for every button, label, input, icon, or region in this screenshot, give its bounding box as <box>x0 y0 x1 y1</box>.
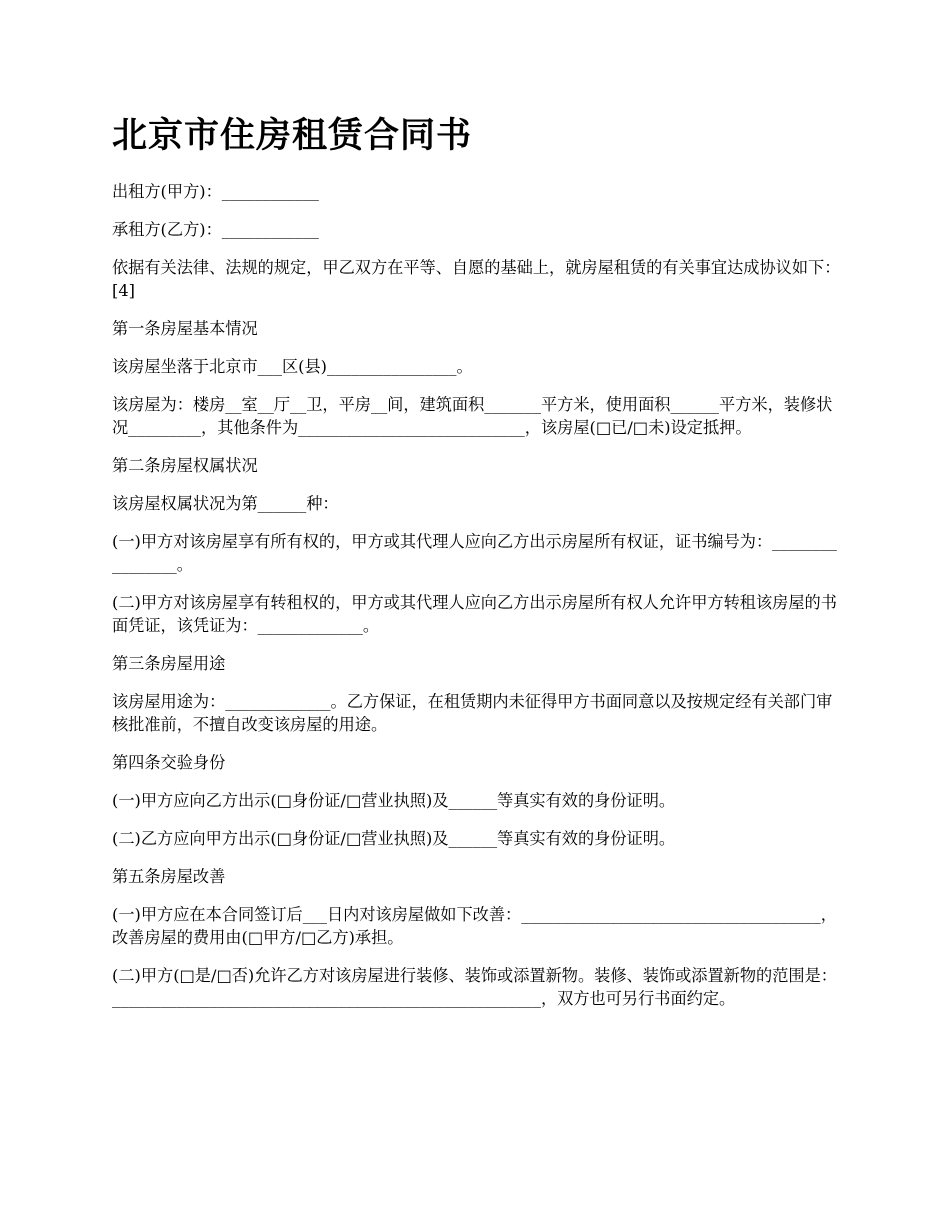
lessor-line: 出租方(甲方)：____________ <box>112 182 319 201</box>
lessee-line: 承租方(乙方)：____________ <box>112 220 319 239</box>
usage-paragraph: 该房屋用途为：_____________。乙方保证，在租赁期内未征得甲方书面同意以及按规定经有关部门审核批准前，不擅自改变该房屋的用途。 <box>112 692 833 734</box>
improvement-clause-2: (二)甲方(□是/□否)允许乙方对该房屋进行装修、装饰或添置新物。装修、装饰或添置新物的范围是：_____________________________________________________，双方也可另行书面约定。 <box>112 966 837 1008</box>
article-5-heading: 第五条房屋改善 <box>112 867 226 886</box>
article-3-heading: 第三条房屋用途 <box>112 654 226 673</box>
article-1-heading: 第一条房屋基本情况 <box>112 319 258 338</box>
ownership-clause-1: (一)甲方对该房屋享有所有权的，甲方或其代理人应向乙方出示房屋所有权证，证书编号为：________________。 <box>112 532 837 574</box>
identity-clause-2: (二)乙方应向甲方出示(□身份证/□营业执照)及______等真实有效的身份证明。 <box>112 829 676 848</box>
ownership-type-paragraph: 该房屋权属状况为第______种： <box>112 494 339 513</box>
ownership-clause-2: (二)甲方对该房屋享有转租权的，甲方或其代理人应向乙方出示房屋所有权人允许甲方转租该房屋的书面凭证，该凭证为：_____________。 <box>112 593 837 635</box>
document-page <box>112 112 842 1025</box>
document-title: 北京市住房租赁合同书 <box>112 116 473 156</box>
identity-clause-1: (一)甲方应向乙方出示(□身份证/□营业执照)及______等真实有效的身份证明。 <box>112 791 676 810</box>
improvement-clause-1: (一)甲方应在本合同签订后___日内对该房屋做如下改善：_____________________________________，改善房屋的费用由(□甲方/□乙方)承担。 <box>112 905 837 947</box>
article-4-heading: 第四条交验身份 <box>112 753 226 772</box>
article-2-heading: 第二条房屋权属状况 <box>112 456 258 475</box>
preamble-paragraph: 依据有关法律、法规的规定，甲乙双方在平等、自愿的基础上，就房屋租赁的有关事宜达成协议如下：[4] <box>112 258 841 300</box>
location-paragraph: 该房屋坐落于北京市___区(县)________________。 <box>112 357 473 376</box>
property-description-paragraph: 该房屋为：楼房__室__厅__卫，平房__间，建筑面积_______平方米，使用面积______平方米，装修状况_________，其他条件为____________________________，该房屋(□已/□未)设定抵押。 <box>112 395 833 437</box>
